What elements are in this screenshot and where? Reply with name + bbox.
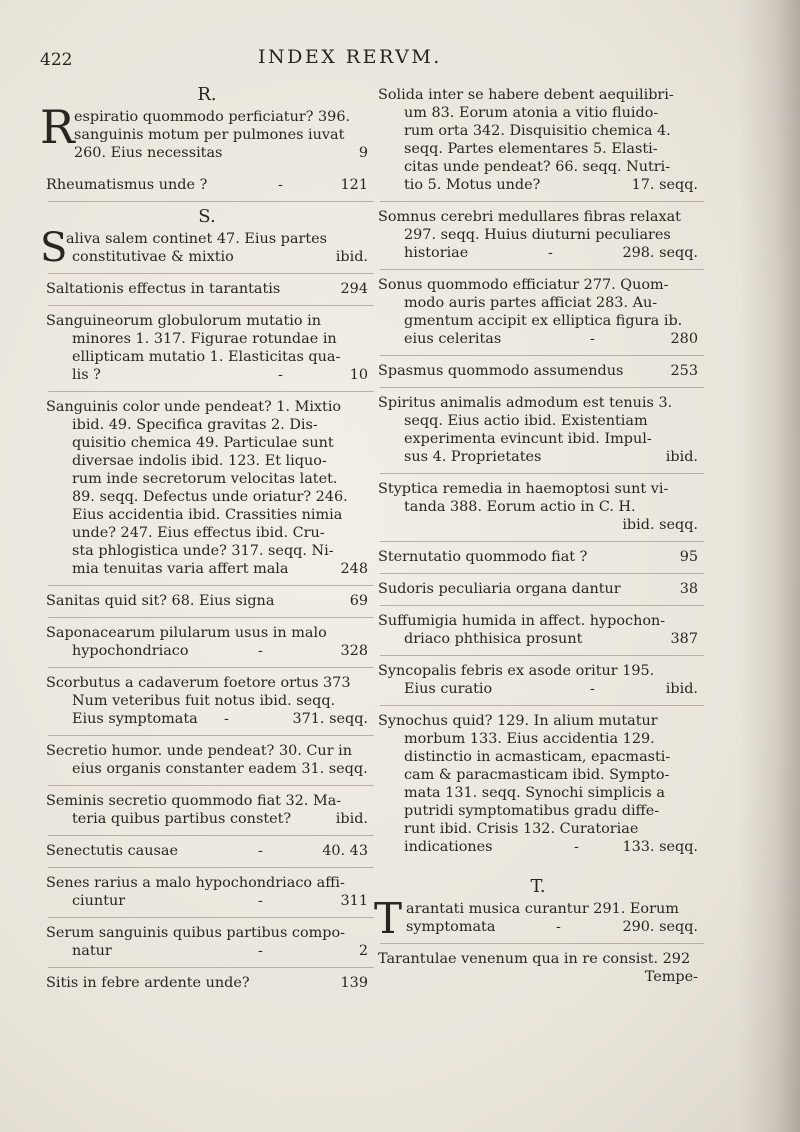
page-ref: 311 [340,893,368,909]
index-column-left [40,84,368,1006]
divider [48,917,374,918]
page-ref: 328 [340,643,368,659]
page-ref: 280 [670,331,698,347]
index-entry: T arantati musica curantur 291. Eorum symptomata - 290. seqq. [378,900,698,936]
index-entry: Secretio humor. unde pendeat? 30. Cur in eius organis constanter eadem 31. seqq. [46,742,368,778]
page-ref: 121 [340,177,368,193]
page-ref: 69 [349,593,368,609]
page-ref: ibid. [665,681,698,697]
index-entry: Sanguineorum globulorum mutatio in minores 1. 317. Figurae rotundae in ellipticam mutatio 1. Elasticitas qua- lis ? - 10 [46,312,368,384]
index-entry: Synochus quid? 129. In alium mutatur morbum 133. Eius accidentia 129. distinctio in acmasticam, epacmasti- cam & paracmasticam ibid. Sympto- mata 131. seqq. Synochi simplicis a putridi symptomatibus gradu diffe- runt ibid. Crisis 132. Curatoriae indicationes - 133. seqq. [378,713,698,855]
divider [48,305,374,306]
index-entry: Suffumigia humida in affect. hypochon- driaco phthisica prosunt 387 [378,612,698,648]
divider [48,273,374,274]
page-ref: ibid. [335,249,368,265]
index-entry: Somnus cerebri medullares fibras relaxat 297. seqq. Huius diuturni peculiares historiae - 298. seqq. [378,208,698,262]
divider [48,785,374,786]
divider [380,269,704,270]
index-entry: Seminis secretio quommodo fiat 32. Ma- teria quibus partibus constet? ibid. [46,792,368,828]
index-entry: Serum sanguinis quibus partibus compo- natur - 2 [46,924,368,960]
index-entry: S aliva salem continet 47. Eius partes constitutivae & mixtio ibid. [46,230,368,266]
divider [380,387,704,388]
index-entry: Rheumatismus unde ? - 121 [46,176,368,194]
page-ref: 133. seqq. [622,839,698,855]
divider [380,655,704,656]
page-ref: 290. seqq. [622,919,698,935]
page-ref: 294 [340,281,368,297]
index-entry: Sanguinis color unde pendeat? 1. Mixtio ibid. 49. Specifica gravitas 2. Dis- quisitio chemica 49. Particulae sunt diversae indolis ibid. 123. Et liquo- rum inde secretorum velocitas latet. 89. seqq. Defectus unde oriatur? 246. Eius accidentia ibid. Crassities nimia unde? 247. Eius effectus ibid. Cru- sta phlogistica unde? 317. seqq. Ni- mia tenuitas varia affert mala 248 [46,398,368,578]
divider [48,967,374,968]
section-letter-s: S. [198,206,216,227]
page-ref: 38 [679,581,698,597]
page-ref: ibid. [665,449,698,465]
index-entry: Scorbutus a cadaverum foetore ortus 373 Num veteribus fuit notus ibid. seqq. Eius symptomata - 371. seqq. [46,674,368,728]
drop-initial: S [40,225,68,271]
index-entry: Solida inter se habere debent aequilibri- um 83. Eorum atonia a vitio fluido- rum orta 342. Disquisitio chemica 4. seqq. Partes elementares 5. Elasti- citas unde pendeat? 66. seqq. Nutri- tio 5. Motus unde? 17. seqq. [378,86,698,194]
index-entry: Spasmus quommodo assumendus 253 [378,362,698,380]
divider [48,617,374,618]
divider [380,355,704,356]
index-entry: Sonus quommodo efficiatur 277. Quom- modo auris partes afficiat 283. Au- gmentum accipit ex elliptica figura ib. eius celeritas - 280 [378,276,698,348]
section-letter-t: T. [530,876,546,897]
index-entry: Senes rarius a malo hypochondriaco affi- ciuntur - 311 [46,874,368,910]
catchword: Tempe- [644,969,698,985]
divider [48,867,374,868]
index-entry: Styptica remedia in haemoptosi sunt vi- tanda 388. Eorum actio in C. H. ibid. seqq. [378,480,698,534]
page-number: 422 [40,50,73,70]
page-ref: 298. seqq. [622,245,698,261]
drop-initial: R [40,100,75,154]
index-entry: Syncopalis febris ex asode oritur 195. Eius curatio - ibid. [378,662,698,698]
divider [48,735,374,736]
page-ref: 253 [670,363,698,379]
index-entry: Sitis in febre ardente unde? 139 [46,975,368,991]
page-ref: 387 [670,631,698,647]
index-entry: Sudoris peculiaria organa dantur 38 [378,580,698,598]
index-entry: R espiratio quommodo perficiatur? 396. sanguinis motum per pulmones iuvat 260. Eius necessitas 9 [40,100,368,161]
divider [380,943,704,944]
index-entry: Sternutatio quommodo fiat ? 95 [378,548,698,566]
page-ref: 10 [349,367,368,383]
index-entry: Sanitas quid sit? 68. Eius signa 69 [46,592,368,610]
page-ref: 139 [340,975,368,991]
index-entry: Spiritus animalis admodum est tenuis 3. seqq. Eius actio ibid. Existentiam experimenta evincunt ibid. Impul- sus 4. Proprietates ibid. [378,394,698,466]
running-title: INDEX RERVM. [258,46,442,68]
page-spine-shadow [740,0,800,1132]
divider [380,201,704,202]
divider [48,585,374,586]
divider [48,835,374,836]
index-entry: Tarantulae venenum qua in re consist. 292 Tempe- [378,951,698,985]
page-ref: 95 [679,549,698,565]
index-entry: Saltationis effectus in tarantatis 294 [46,280,368,298]
section-letter-r: R. [197,84,217,105]
divider [380,541,704,542]
page-ref: 248 [340,561,368,577]
divider [48,391,374,392]
index-entry: Saponacearum pilularum usus in malo hypochondriaco - 328 [46,624,368,660]
divider [48,201,374,202]
drop-initial: T [374,894,403,943]
divider [380,605,704,606]
page-ref: 371. seqq. [292,711,368,727]
index-column-right [374,86,698,1000]
index-entry: Senectutis causae - 40. 43 [46,842,368,860]
page-ref: ibid. [335,811,368,827]
page-ref: 40. 43 [322,843,368,859]
page-ref: ibid. seqq. [622,517,698,533]
divider [380,573,704,574]
divider [380,705,704,706]
page-ref: 9 [358,145,368,161]
divider [380,473,704,474]
page-ref: 2 [358,943,368,959]
divider [48,667,374,668]
page-ref: 17. seqq. [631,177,698,193]
